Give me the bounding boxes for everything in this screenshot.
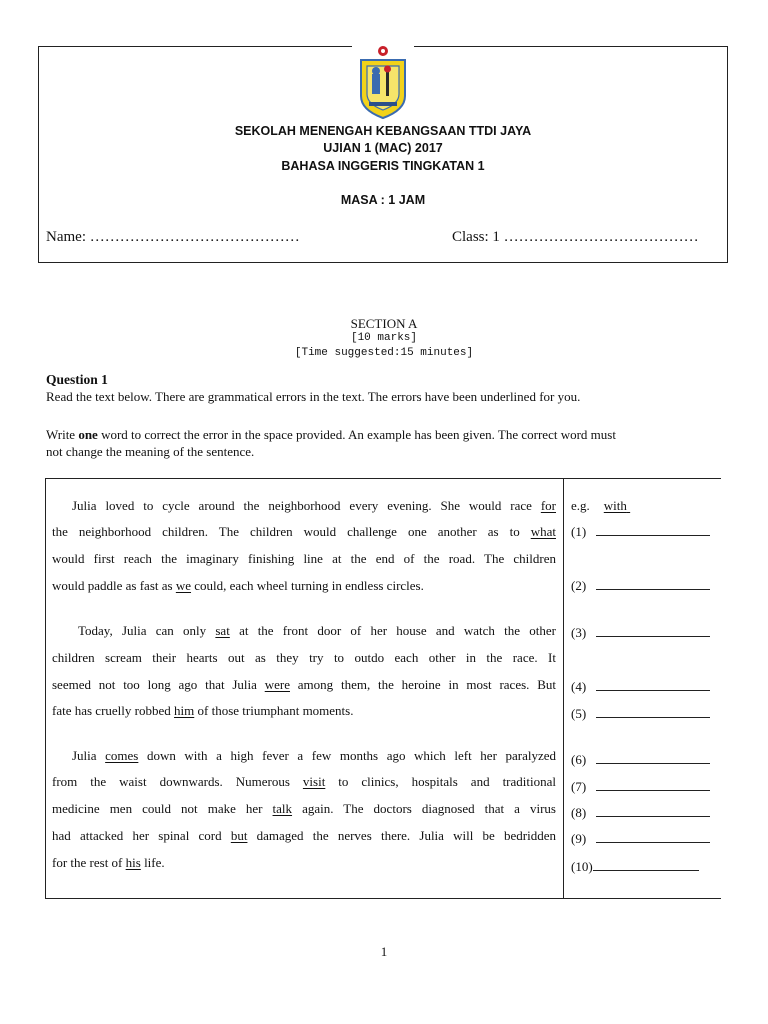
table-top-border — [45, 478, 721, 479]
answer-7[interactable]: (7) — [571, 778, 710, 796]
question-title: Question 1 — [46, 372, 108, 387]
table-bottom-border — [45, 898, 721, 899]
instruction-2-cont: not change the meaning of the sentence. — [46, 444, 255, 459]
example-answer-word: with — [603, 498, 627, 513]
table-left-border — [45, 478, 46, 899]
error-word-talk: talk — [272, 801, 293, 816]
error-word-but: but — [230, 828, 248, 843]
instruction-2: Write one word to correct the error in the space provided. An example has been given. The correct word must — [46, 427, 616, 442]
section-marks: [10 marks] — [350, 332, 417, 344]
section-time: [Time suggested:15 minutes] — [294, 347, 474, 359]
answer-9[interactable]: (9) — [571, 830, 710, 848]
answer-10[interactable]: (10) — [571, 858, 699, 876]
school-name: SEKOLAH MENENGAH KEBANGSAAN TTDI JAYA — [234, 124, 532, 138]
class-field[interactable]: Class: 1 ………………………………… — [452, 229, 699, 245]
passage-line-11: medicine men could not make her talk again. The doctors diagnosed that a virus — [52, 801, 556, 816]
error-word-his: his — [125, 855, 141, 870]
error-word-sat: sat — [215, 623, 230, 638]
passage-line-9: Julia comes down with a high fever a few months ago which left her paralyzed — [72, 748, 556, 763]
school-crest-icon — [355, 44, 411, 122]
answer-6[interactable]: (6) — [571, 751, 710, 769]
error-word-him: him — [174, 703, 195, 718]
exam-title: UJIAN 1 (MAC) 2017 — [323, 141, 443, 155]
passage-line-10: from the waist downwards. Numerous visit to clinics, hospitals and traditional — [52, 774, 556, 789]
passage-line-13: for the rest of his life. — [52, 855, 165, 870]
answer-3[interactable]: (3) — [571, 624, 710, 642]
error-word-what: what — [530, 524, 556, 539]
passage-line-8: fate has cruelly robbed him of those triumphant moments. — [52, 703, 354, 718]
answer-example: e.g. with — [571, 498, 627, 513]
instruction-1: Read the text below. There are grammatical errors in the text. The errors have been underlined for you. — [46, 389, 581, 404]
answer-8[interactable]: (8) — [571, 804, 710, 822]
answer-4[interactable]: (4) — [571, 678, 710, 696]
name-field[interactable]: Name: …………………………………… — [46, 229, 300, 245]
table-column-divider — [563, 478, 564, 899]
section-title: SECTION A — [350, 316, 418, 331]
error-word-visit: visit — [302, 774, 326, 789]
error-word-comes: comes — [105, 748, 139, 763]
subject-title: BAHASA INGGERIS TINGKATAN 1 — [281, 159, 485, 173]
passage-line-6: children scream their hearts out as they try to outdo each other in the race. It — [52, 650, 556, 665]
error-word-for: for — [540, 498, 556, 513]
passage-line-3: would first reach the imaginary finishing line at the end of the road. The children — [52, 551, 556, 566]
passage-line-1: Julia loved to cycle around the neighborhood every evening. She would race for — [72, 498, 556, 513]
passage-line-2: the neighborhood children. The children would challenge one another as to what — [52, 524, 556, 539]
answer-1[interactable]: (1) — [571, 523, 710, 541]
passage-line-4: would paddle as fast as we could, each wheel turning in endless circles. — [52, 578, 424, 593]
passage-line-12: had attacked her spinal cord but damaged the nerves there. Julia will be bedridden — [52, 828, 556, 843]
answer-5[interactable]: (5) — [571, 705, 710, 723]
passage-line-7: seemed not too long ago that Julia were among them, the heroine in most races. But — [52, 677, 556, 692]
exam-duration: MASA : 1 JAM — [340, 193, 426, 207]
page-number: 1 — [380, 944, 388, 959]
error-word-we: we — [175, 578, 192, 593]
error-word-were: were — [264, 677, 290, 692]
answer-2[interactable]: (2) — [571, 577, 710, 595]
passage-line-5: Today, Julia can only sat at the front door of her house and watch the other — [78, 623, 556, 638]
